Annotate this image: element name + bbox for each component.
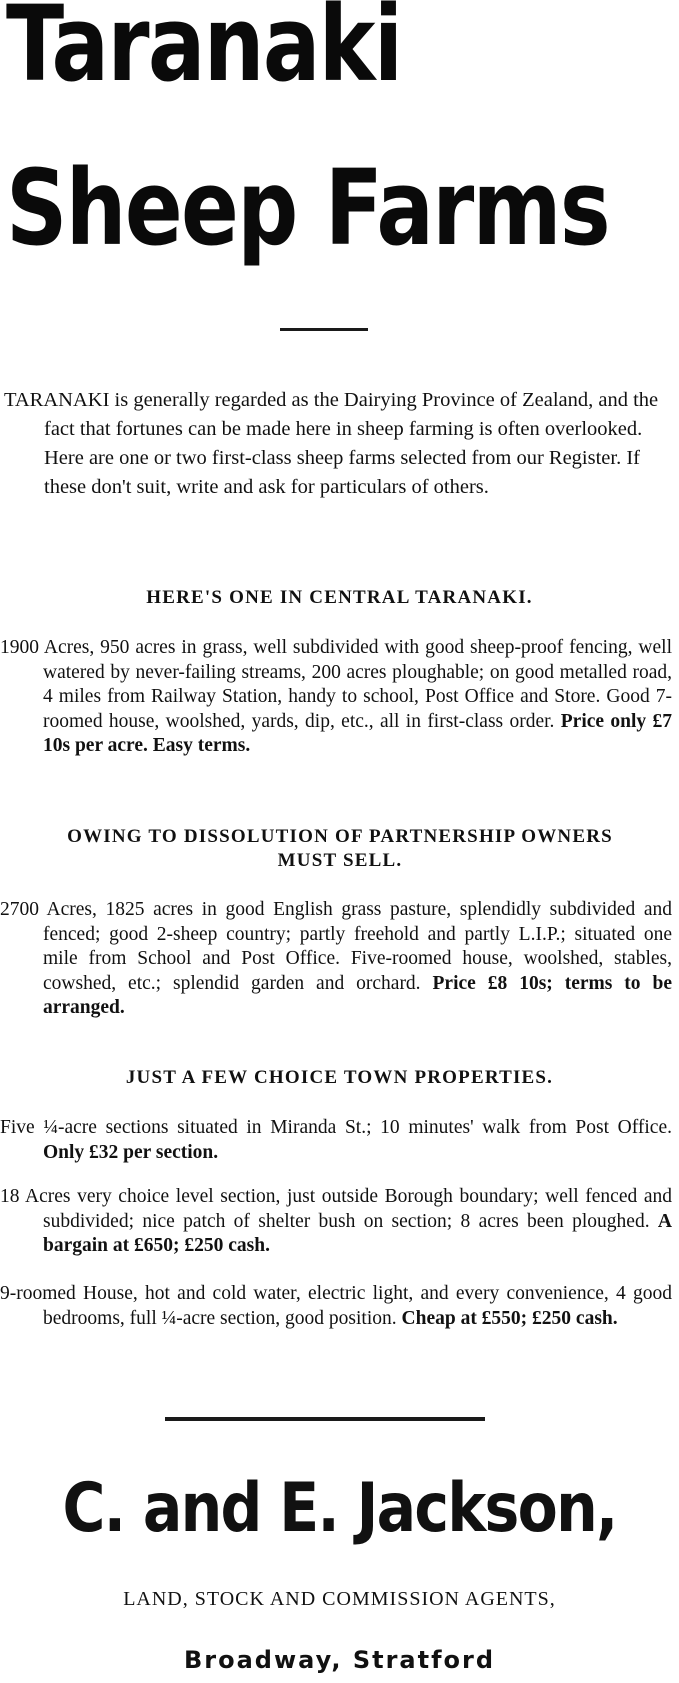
firm-name: C. and E. Jackson, [62, 1469, 617, 1548]
firm-description: LAND, STOCK AND COMMISSION AGENTS, [123, 1588, 556, 1610]
listing-text: 1900 Acres, 950 acres in grass, well subdivided with good sheep-proof fencing, well watered by never-failing streams, 200 acres ploughable; on good metalled road, 4 miles from Railway Station, handy to school, Post Office and Store. Good 7-roomed house, woolshed, yards, dip, etc., all in first-class order. [0, 637, 672, 732]
listing-1900-acres [0, 636, 672, 759]
firm-address: Broadway, Stratford [183, 1646, 496, 1674]
divider-rule-bottom [165, 1417, 485, 1421]
listing-text: 2700 Acres, 1825 acres in good English grass pasture, splendidly subdivided and fenced; good 2-sheep country; partly freehold and partly L.I.P.; situated one mile from School and Post Office. Five-roomed house, woolshed, stables, cowshed, etc.; splendid garden and orchard. [0, 899, 672, 994]
divider-rule-top [280, 328, 368, 331]
listing-text: 9-roomed House, hot and cold water, electric light, and every convenience, 4 good bedrooms, full ¼-acre section, good position. [0, 1283, 672, 1329]
section-heading-town-properties: JUST A FEW CHOICE TOWN PROPERTIES. [125, 1067, 554, 1088]
headline-taranaki: Taranaki [6, 0, 402, 105]
section-heading-dissolution: OWING TO DISSOLUTION OF PARTNERSHIP OWNERS MUST SELL. [67, 826, 613, 871]
listing-2700-acres [0, 898, 672, 1021]
listing-price: A bargain at £650; £250 cash. [43, 1210, 672, 1256]
listing-18-acres [0, 1185, 672, 1259]
listing-text: 18 Acres very choice level section, just outside Borough boundary; well fenced and subdivided; nice patch of shelter bush on section; 8 acres been ploughed. [0, 1186, 672, 1232]
listing-9-roomed-house [0, 1282, 672, 1331]
section-heading-central-taranaki: HERE'S ONE IN CENTRAL TARANAKI. [146, 587, 533, 608]
headline-sheep-farms: Sheep Farms [6, 147, 609, 269]
listing-five-sections [0, 1116, 672, 1165]
listing-price: Only £32 per section. [43, 1141, 219, 1163]
listing-price: Price £8 10s; terms to be arranged. [43, 972, 672, 1018]
listing-text: Five ¼-acre sections situated in Miranda St.; 10 minutes' walk from Post Office. [0, 1117, 672, 1138]
listing-price: Price only £7 10s per acre. Easy terms. [43, 710, 672, 756]
intro-paragraph: TARANAKI is generally regarded as the Dairying Province of Zealand, and the fact that fortunes can be made here in sheep farming is often overlooked. Here are one or two first-class sheep farms selected from our Register. If these don't suit, write and ask for particulars of others. [4, 389, 659, 498]
listing-price: Cheap at £550; £250 cash. [401, 1307, 618, 1329]
